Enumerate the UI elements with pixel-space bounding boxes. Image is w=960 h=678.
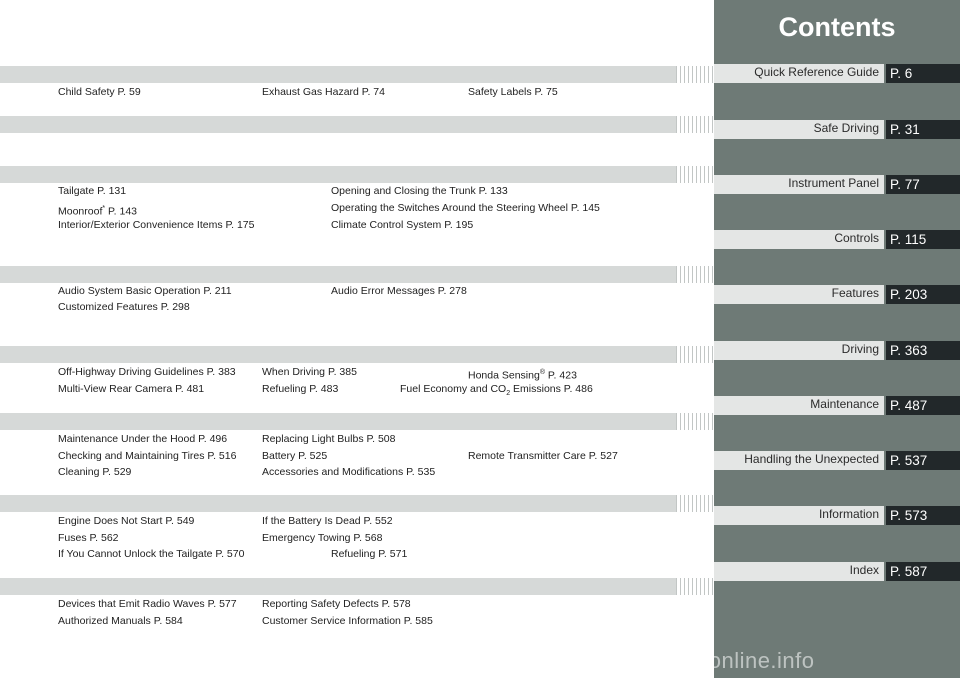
tab-label: Safe Driving <box>714 120 884 139</box>
link-unlock-tailgate[interactable]: If You Cannot Unlock the Tailgate P. 570 <box>58 548 245 560</box>
link-emergency-towing[interactable]: Emergency Towing P. 568 <box>262 532 383 544</box>
tab-index[interactable] <box>714 562 960 581</box>
tab-driving[interactable] <box>714 341 960 360</box>
link-audio-error-messages[interactable]: Audio Error Messages P. 278 <box>331 285 467 297</box>
moonroof-label: Moonroof <box>58 205 103 218</box>
section-band-hatch <box>676 495 714 512</box>
fuel-economy-label: Fuel Economy and CO <box>400 383 507 395</box>
section-band-quick-reference <box>0 66 676 83</box>
link-steering-wheel-switches[interactable]: Operating the Switches Around the Steering Wheel P. 145 <box>331 202 600 214</box>
registered-mark: ® <box>539 369 545 376</box>
tab-features[interactable] <box>714 285 960 304</box>
link-engine-does-not-start[interactable]: Engine Does Not Start P. 549 <box>58 515 195 527</box>
link-climate-control[interactable]: Climate Control System P. 195 <box>331 219 474 231</box>
fuel-economy-page: Emissions P. 486 <box>510 383 593 395</box>
link-exhaust-gas-hazard[interactable]: Exhaust Gas Hazard P. 74 <box>262 86 385 98</box>
link-tires[interactable]: Checking and Maintaining Tires P. 516 <box>58 450 237 462</box>
tab-label: Features <box>714 285 884 304</box>
section-band-hatch <box>676 266 714 283</box>
tab-label: Driving <box>714 341 884 360</box>
tab-label: Information <box>714 506 884 525</box>
link-cleaning[interactable]: Cleaning P. 529 <box>58 466 132 478</box>
section-band-instrument-panel <box>0 166 676 183</box>
option-asterisk: * <box>102 205 106 212</box>
link-replacing-bulbs[interactable]: Replacing Light Bulbs P. 508 <box>262 433 396 445</box>
section-band-maintenance <box>0 495 676 512</box>
section-band-hatch <box>676 413 714 430</box>
tab-page-number: P. 487 <box>886 396 960 415</box>
tab-page-number: P. 363 <box>886 341 960 360</box>
tab-information[interactable] <box>714 506 960 525</box>
tab-page-number: P. 77 <box>886 175 960 194</box>
tab-safe-driving[interactable] <box>714 120 960 139</box>
link-when-driving[interactable]: When Driving P. 385 <box>262 366 357 378</box>
tab-quick-reference-guide[interactable] <box>714 64 960 83</box>
moonroof-page: P. 143 <box>105 205 138 218</box>
tab-page-number: P. 537 <box>886 451 960 470</box>
tab-controls[interactable] <box>714 230 960 249</box>
section-band-driving <box>0 413 676 430</box>
honda-sensing-label: Honda Sensing <box>468 369 540 382</box>
tab-label: Instrument Panel <box>714 175 884 194</box>
section-band-hatch <box>676 166 714 183</box>
section-band-safe-driving <box>0 116 676 133</box>
section-band-hatch <box>676 578 714 595</box>
link-opening-closing-trunk[interactable]: Opening and Closing the Trunk P. 133 <box>331 185 508 197</box>
link-maintenance-hood[interactable]: Maintenance Under the Hood P. 496 <box>58 433 228 445</box>
tab-page-number: P. 573 <box>886 506 960 525</box>
link-safety-labels[interactable]: Safety Labels P. 75 <box>468 86 558 98</box>
section-band-features <box>0 346 676 363</box>
link-convenience-items[interactable]: Interior/Exterior Convenience Items P. 175 <box>58 219 255 231</box>
tab-label: Index <box>714 562 884 581</box>
tab-handling-the-unexpected[interactable] <box>714 451 960 470</box>
link-child-safety[interactable]: Child Safety P. 59 <box>58 86 141 98</box>
tab-label: Maintenance <box>714 396 884 415</box>
link-tailgate[interactable]: Tailgate P. 131 <box>58 185 127 197</box>
tab-maintenance[interactable] <box>714 396 960 415</box>
link-safety-defects[interactable]: Reporting Safety Defects P. 578 <box>262 598 411 610</box>
section-band-unexpected <box>0 578 676 595</box>
link-refueling[interactable]: Refueling P. 483 <box>262 383 339 395</box>
section-band-hatch <box>676 116 714 133</box>
link-fuses[interactable]: Fuses P. 562 <box>58 532 119 544</box>
section-band-controls <box>0 266 676 283</box>
tab-label: Handling the Unexpected <box>714 451 884 470</box>
link-customer-service[interactable]: Customer Service Information P. 585 <box>262 615 433 627</box>
tab-label: Controls <box>714 230 884 249</box>
co2-subscript: 2 <box>506 390 511 398</box>
section-band-hatch <box>676 346 714 363</box>
contents-title: Contents <box>778 12 896 42</box>
link-customized-features[interactable]: Customized Features P. 298 <box>58 301 190 313</box>
tab-instrument-panel[interactable] <box>714 175 960 194</box>
link-battery-dead[interactable]: If the Battery Is Dead P. 552 <box>262 515 393 527</box>
link-accessories[interactable]: Accessories and Modifications P. 535 <box>262 466 436 478</box>
link-multi-view-camera[interactable]: Multi-View Rear Camera P. 481 <box>58 383 205 395</box>
link-audio-basic-operation[interactable]: Audio System Basic Operation P. 211 <box>58 285 232 297</box>
tab-page-number: P. 31 <box>886 120 960 139</box>
link-authorized-manuals[interactable]: Authorized Manuals P. 584 <box>58 615 183 627</box>
link-remote-transmitter[interactable]: Remote Transmitter Care P. 527 <box>468 450 618 462</box>
tab-page-number: P. 6 <box>886 64 960 83</box>
link-battery[interactable]: Battery P. 525 <box>262 450 328 462</box>
tab-label: Quick Reference Guide <box>714 64 884 83</box>
honda-sensing-page: P. 423 <box>544 369 577 382</box>
contents-sidebar <box>714 0 960 678</box>
section-band-hatch <box>676 66 714 83</box>
tab-page-number: P. 115 <box>886 230 960 249</box>
link-radio-waves[interactable]: Devices that Emit Radio Waves P. 577 <box>58 598 237 610</box>
tab-page-number: P. 203 <box>886 285 960 304</box>
link-fuel-economy[interactable] <box>400 381 593 402</box>
watermark-text: carmanualsonline.info <box>590 648 815 673</box>
link-refueling-unexpected[interactable]: Refueling P. 571 <box>331 548 408 560</box>
link-off-highway-driving[interactable]: Off-Highway Driving Guidelines P. 383 <box>58 366 236 378</box>
tab-page-number: P. 587 <box>886 562 960 581</box>
